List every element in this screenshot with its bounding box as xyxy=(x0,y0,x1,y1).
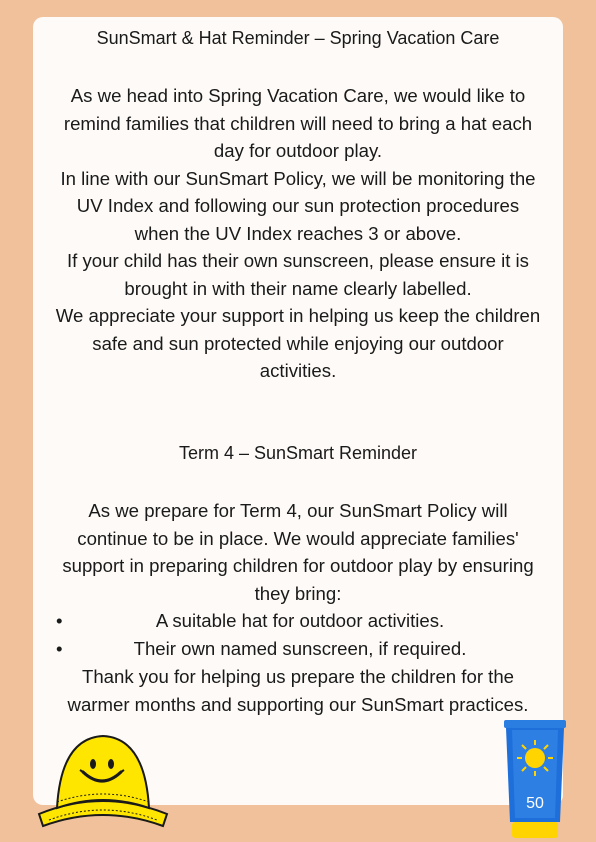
bullet-list xyxy=(40,607,560,662)
section2-title: Term 4 – SunSmart Reminder xyxy=(178,443,418,463)
sunscreen-tube-icon xyxy=(500,718,570,842)
body-line: they bring: xyxy=(254,582,342,604)
bullet-text: A suitable hat for outdoor activities. xyxy=(155,610,445,631)
section2-body xyxy=(30,497,566,607)
body-line: If your child has their own sunscreen, please ensure it is xyxy=(67,250,529,271)
closing-text xyxy=(30,663,566,718)
body-line: As we prepare for Term 4, our SunSmart Policy will xyxy=(88,500,508,521)
body-line: support in preparing children for outdoor play by ensuring xyxy=(62,555,534,576)
bullet-icon: • xyxy=(56,637,63,659)
bullet-icon: • xyxy=(56,610,63,631)
body-line: We appreciate your support in helping us keep the children xyxy=(55,305,541,326)
body-line: safe and sun protected while enjoying our outdoor xyxy=(92,332,504,354)
body-line: Thank you for helping us prepare the children for the xyxy=(81,666,515,687)
body-line: UV Index and following our sun protection procedures xyxy=(76,195,520,216)
body-line: As we head into Spring Vacation Care, we would like to xyxy=(70,85,526,106)
body-line: remind families that children will need to bring a hat each xyxy=(63,112,533,134)
body-line: In line with our SunSmart Policy, we will be monitoring the xyxy=(60,167,536,189)
bucket-hat-icon xyxy=(35,730,171,830)
bullet-text: Their own named sunscreen, if required. xyxy=(133,637,467,659)
section1-title: SunSmart & Hat Reminder – Spring Vacation Care xyxy=(96,28,500,48)
spf-label: 50 xyxy=(526,795,544,812)
body-line: day for outdoor play. xyxy=(213,140,383,161)
body-line: when the UV Index reaches 3 or above. xyxy=(134,222,462,244)
body-line: brought in with their name clearly labelled. xyxy=(124,277,472,299)
body-line: activities. xyxy=(259,360,337,381)
body-line: continue to be in place. We would appreciate families' xyxy=(77,527,519,549)
list-item xyxy=(40,607,560,635)
section1-body xyxy=(30,82,566,385)
list-item xyxy=(40,635,560,663)
body-line: warmer months and supporting our SunSmart practices. xyxy=(67,693,529,715)
